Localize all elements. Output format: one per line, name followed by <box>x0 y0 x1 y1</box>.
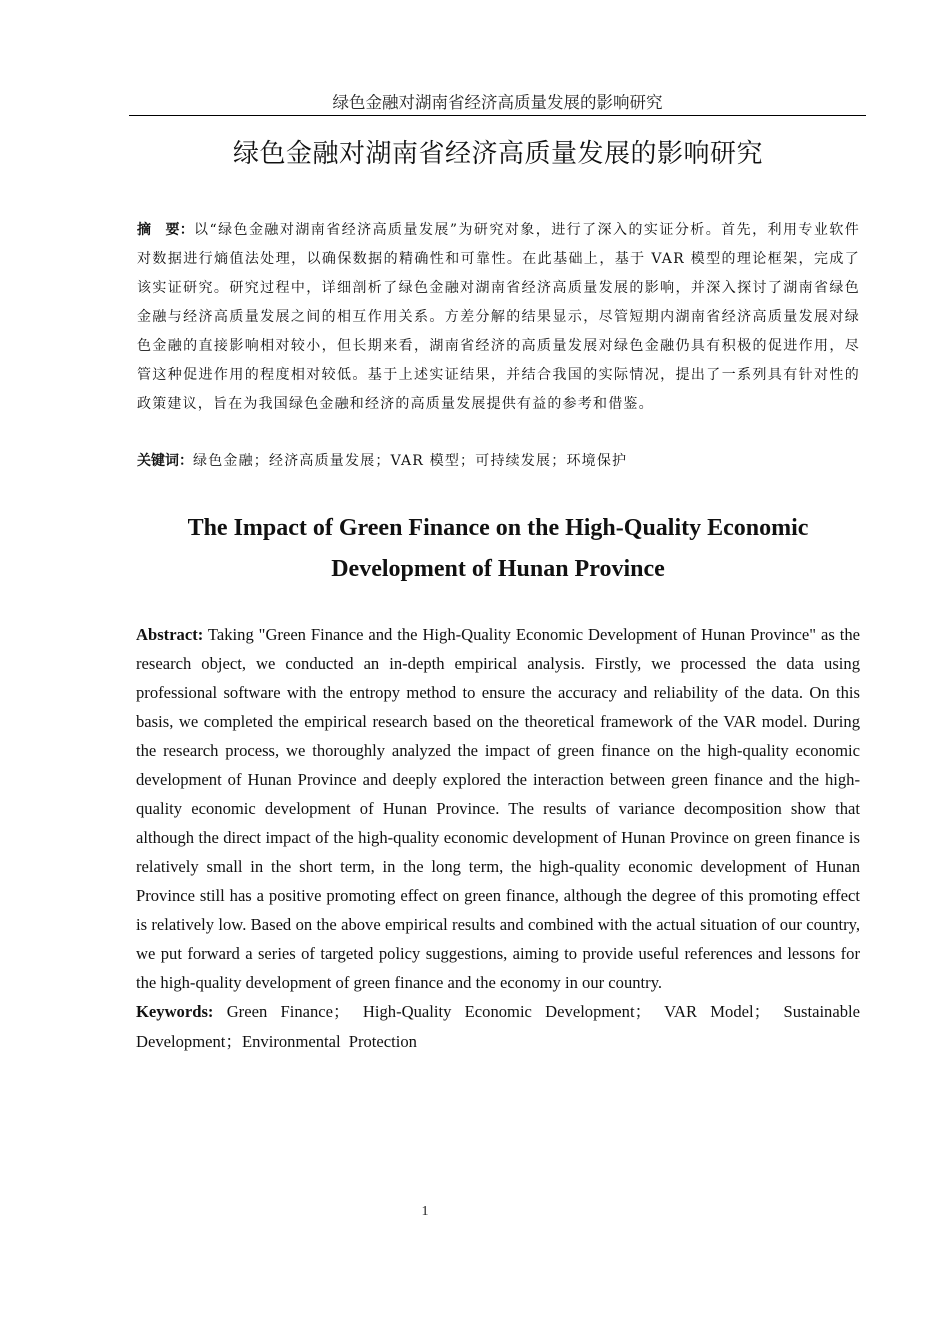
running-header: 绿色金融对湖南省经济高质量发展的影响研究 <box>332 93 663 112</box>
english-keywords-label: Keywords: <box>136 1002 214 1021</box>
chinese-abstract <box>137 216 860 419</box>
page-number: 1 <box>421 1204 429 1219</box>
english-abstract-text: Taking "Green Finance and the High-Quality Economic Development of Hunan Province" as the research object, we conducted an in-depth empirical analysis. Firstly, we processed the data using professional software with the entropy method to ensure the accuracy and reliability of the data. On this basis, we completed the empirical research based on the theoretical framework of the VAR model. During the research process, we thoroughly analyzed the impact of green finance on the high-quality economic development of Hunan Province and deeply explored the interaction between green finance and the high-quality economic development of Hunan Province. The results of variance decomposition show that although the direct impact of the high-quality economic development of Hunan Province on green finance is relatively small in the short term, in the long term, the high-quality economic development of Hunan Province still has a positive promoting effect on green finance, although the degree of this promoting effect is relatively low. Based on the above empirical results and combined with the actual situation of our country, we put forward a series of targeted policy suggestions, aiming to provide useful references and lessons for the high-quality development of green finance and the economy in our country. <box>136 625 860 992</box>
english-keywords <box>136 997 860 1057</box>
chinese-keywords <box>137 447 860 476</box>
chinese-abstract-text: 以“绿色金融对湖南省经济高质量发展”为研究对象，进行了深入的实证分析。首先，利用专业软件对数据进行熵值法处理，以确保数据的精确性和可靠性。在此基础上，基于 VAR 模型的理论框架，完成了该实证研究。研究过程中，详细剖析了绿色金融对湖南省经济高质量发展的影响，并深入探讨了湖南省绿色金融与经济高质量发展之间的相互作用关系。方差分解的结果显示，尽管短期内湖南省经济高质量发展对绿色金融的直接影响相对较小，但长期来看，湖南省经济的高质量发展对绿色金融仍具有积极的促进作用，尽管这种促进作用的程度相对较低。基于上述实证结果，并结合我国的实际情况，提出了一系列具有针对性的政策建议，旨在为我国绿色金融和经济的高质量发展提供有益的参考和借鉴。 <box>137 222 860 412</box>
english-keywords-text: Green Finance； High-Quality Economic Development； VAR Model； Sustainable Development；Environmental Protection <box>136 1002 860 1051</box>
english-abstract-label: Abstract: <box>136 625 204 644</box>
english-title <box>140 508 856 590</box>
chinese-title: 绿色金融对湖南省经济高质量发展的影响研究 <box>232 139 763 169</box>
chinese-keywords-label: 关键词： <box>137 453 193 469</box>
header-rule <box>129 115 866 116</box>
chinese-keywords-text: 绿色金融；经济高质量发展；VAR 模型；可持续发展；环境保护 <box>193 453 628 469</box>
chinese-abstract-label: 摘 要： <box>137 222 195 238</box>
english-abstract <box>136 620 860 997</box>
english-title-line-2: Development of Hunan Province <box>331 556 665 582</box>
english-title-line-1: The Impact of Green Finance on the High-Quality Economic <box>187 515 809 541</box>
